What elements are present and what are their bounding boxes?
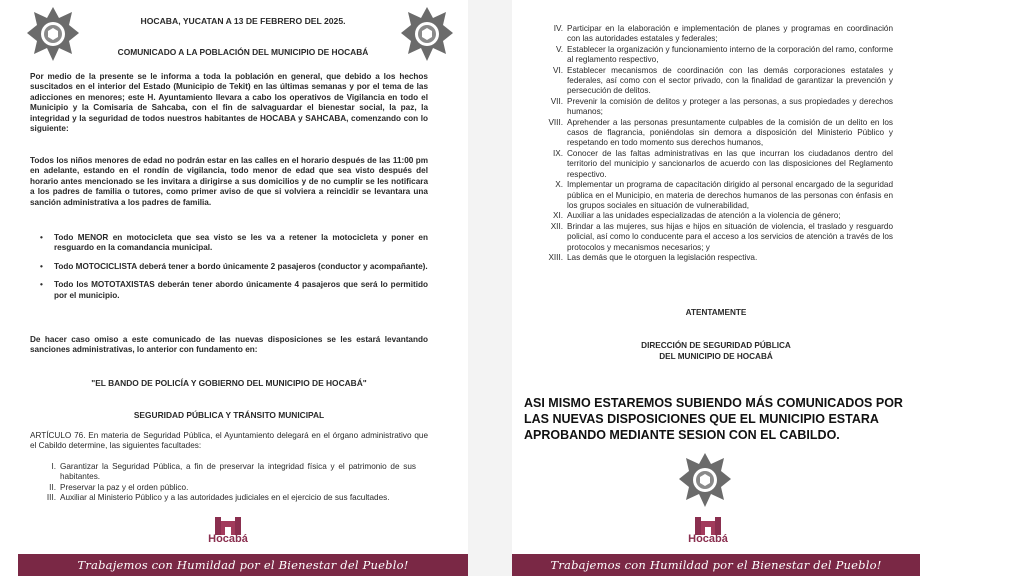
faculties-list-continued xyxy=(548,24,893,263)
document-date: HOCABA, YUCATAN A 13 DE FEBRERO DEL 2025. xyxy=(140,16,346,26)
list-item: I. Garantizar la Seguridad Pública, a fin de preservar la integridad física y el patrimonio de sus habitantes. xyxy=(51,462,416,482)
bando-title: "EL BANDO DE POLICÍA Y GOBIERNO DEL MUNICIPIO DE HOCABÁ" xyxy=(91,378,367,388)
list-item: II. Preservar la paz y el orden público. xyxy=(49,482,189,492)
list-item: VI. Establecer mecanismos de coordinación con las demás corporaciones estatales y federales, así como con el sector privado, con la finalidad de garantizar la prevención y persecución de delitos. xyxy=(552,65,893,96)
list-item: XIII. Las demás que le otorguen la legislación respectiva. xyxy=(548,252,758,262)
police-badge-icon xyxy=(400,6,454,64)
signature-line-2: DEL MUNICIPIO DE HOCABÁ xyxy=(659,352,773,361)
church-icon xyxy=(198,515,258,535)
police-badge-icon xyxy=(678,452,732,510)
section-title: SEGURIDAD PÚBLICA Y TRÁNSITO MUNICIPAL xyxy=(133,410,325,420)
faculties-list xyxy=(46,462,416,504)
list-item: IX. Conocer de las faltas administrativas en las que incurran los ciudadanos dentro del territorio del municipio y sancionarlos de acuerdo con las disposiciones del Reglamento respectivo. xyxy=(552,148,893,179)
hocaba-logo xyxy=(678,515,738,551)
police-badge-icon xyxy=(26,6,80,64)
intro-paragraph: Por medio de la presente se le informa a toda la población en general, que debido a los hechos suscitados en el interior del Estado (Municipio de Tekit) en las últimas semanas y por el tema de las adicciones en menores; este H. Ayuntamiento llevara a cabo los operativos de Vigilancia en todo el Municipio y la Comisaria de Sahcaba, con el fin de salvaguardar el bienestar social, la paz, la integridad y la seguridad de todos nuestros habitantes de HOCABA y SAHCABA, comenzando con lo siguiente: xyxy=(30,72,428,134)
logo-text: Hocabá xyxy=(208,533,248,545)
right-page xyxy=(512,0,920,576)
list-item: XII. Brindar a las mujeres, sus hijas e hijos en situación de violencia, el traslado y resguardo policial, así como lo conducente para el acceso a los servicios de atención a través de los protocolos y mecanismos necesarios; y xyxy=(550,221,893,252)
hocaba-logo xyxy=(198,515,258,551)
list-item: V. Establecer la organización y funcionamiento interno de la corporación del ramo, conforme al reglamento respectivo, xyxy=(556,44,893,65)
announcement-text: ASI MISMO ESTAREMOS SUBIENDO MÁS COMUNICADOS POR LAS NUEVAS DISPOSICIONES QUE EL MUNICIPIO ESTARA APROBANDO MEDIANTE SESION CON EL CABILDO. xyxy=(524,395,903,442)
list-item: X. Implementar un programa de capacitación dirigido al personal encargado de la seguridad pública en el Municipio, en materia de derechos humanos de las personas con énfasis en los grupos sociales en situación de vulnerabilidad, xyxy=(555,180,893,210)
list-item: III. Auxiliar al Ministerio Público y a las autoridades judiciales en el ejercicio de sus facultades. xyxy=(46,493,390,503)
curfew-paragraph: Todos los niños menores de edad no podrán estar en las calles en el horario después de las 11:00 pm en adelante, estando en el rondín de vigilancia, todo menor de edad que sea visto después del horario antes mencionado se les invitara a dirigirse a sus domicilios y de no cumplir se les notificara a los padres de familia o tutores, como primer aviso de que si volviera a reincidir se levantara una sanción administrativa a los padres de familia. xyxy=(30,156,428,207)
list-item: VIII. Aprehender a las personas presuntamente culpables de la comisión de un delito en los casos de flagrancia, poniéndolas sin demora a disposición del Ministerio Público y respetando en todo momento sus derechos humanos, xyxy=(548,117,893,148)
list-item: XI. Auxiliar a las unidades especializadas de atención a la violencia de género; xyxy=(552,211,841,221)
list-item: • Todo los MOTOTAXISTAS deberán tener abordo únicamente 4 pasajeros que será lo permitido por el municipio. xyxy=(40,280,428,300)
document-title: COMUNICADO A LA POBLACIÓN DEL MUNICIPIO DE HOCABÁ xyxy=(117,47,369,57)
church-icon xyxy=(678,515,738,535)
list-item: • Todo MENOR en motocicleta que sea visto se les va a retener la motocicleta y poner en resguardo en la comandancia municipal. xyxy=(40,233,428,253)
left-page xyxy=(18,0,468,576)
right-margin xyxy=(920,0,1024,576)
list-item: VII. Prevenir la comisión de delitos y proteger a las personas, a sus propiedades y derechos humanos; xyxy=(550,96,893,117)
logo-text: Hocabá xyxy=(688,533,728,545)
list-item: IV. Participar en la elaboración e implementación de planes y programas en coordinación con las autoridades estatales y federales; xyxy=(553,24,893,44)
page-gap xyxy=(468,0,512,576)
article-76: ARTÍCULO 76. En materia de Seguridad Pública, el Ayuntamiento delegará en el órgano administrativo que el Cabildo determine, las siguientes facultades: xyxy=(30,431,428,451)
rules-list xyxy=(38,233,428,305)
warning-paragraph: De hacer caso omiso a este comunicado de las nuevas disposiciones se les estará levantando sanciones administrativas, lo anterior con fundamento en: xyxy=(30,335,428,355)
footer-banner: Trabajemos con Humildad por el Bienestar del Pueblo! xyxy=(512,554,920,576)
footer-banner: Trabajemos con Humildad por el Bienestar del Pueblo! xyxy=(18,554,468,576)
signature-line-1: DIRECCIÓN DE SEGURIDAD PÚBLICA xyxy=(641,341,791,350)
closing-text: ATENTAMENTE xyxy=(685,308,747,317)
list-item: • Todo MOTOCICLISTA deberá tener a bordo únicamente 2 pasajeros (conductor y acompañante). xyxy=(40,261,428,271)
